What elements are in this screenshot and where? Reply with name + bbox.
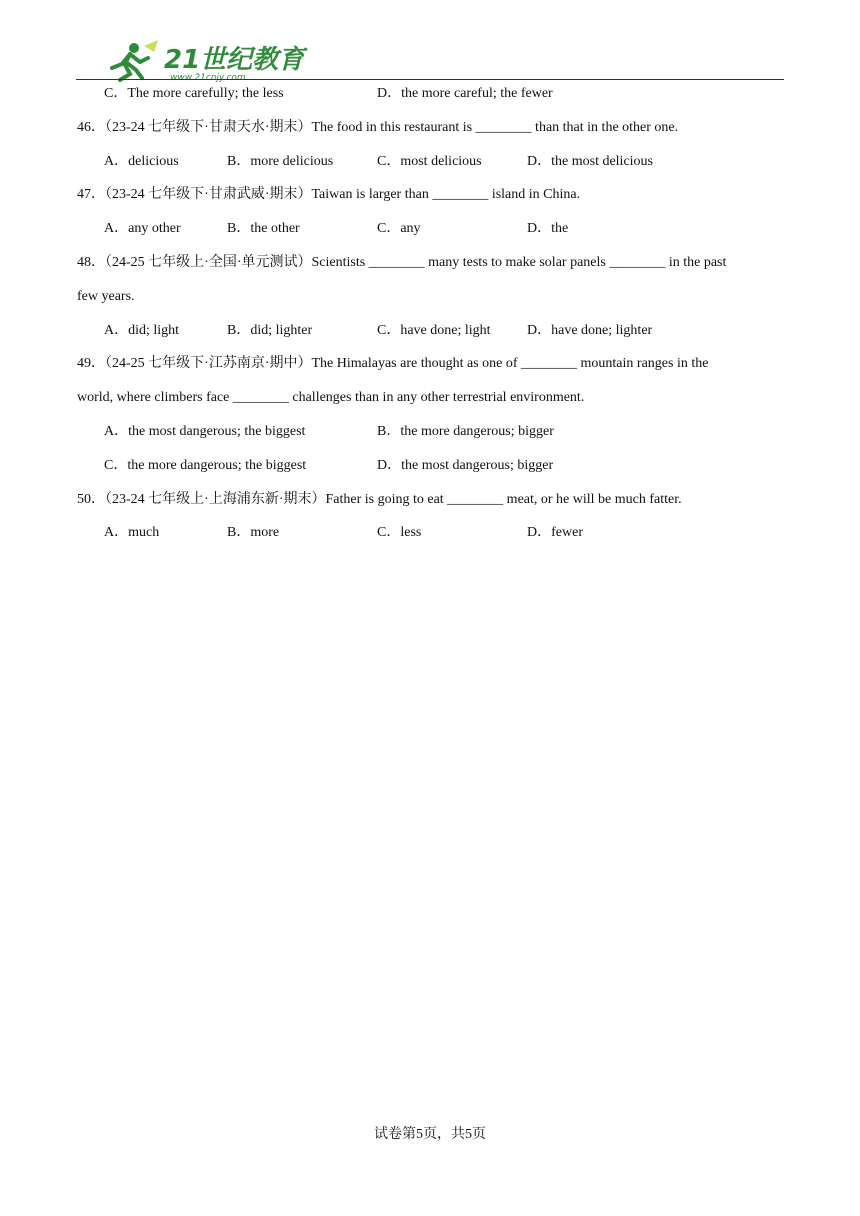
options-row — [104, 321, 804, 341]
answer-option — [104, 84, 284, 104]
option-text: the more dangerous; bigger — [400, 424, 554, 439]
option-text: have done; lighter — [551, 322, 653, 338]
option-letter: D． — [527, 153, 552, 169]
answer-option — [377, 219, 421, 239]
option-letter: B． — [377, 424, 401, 439]
option-text: have done; light — [400, 322, 491, 338]
option-text: any — [400, 221, 421, 237]
options-row — [104, 456, 804, 476]
option-letter: D． — [527, 221, 552, 237]
option-text: delicious — [128, 153, 179, 169]
logo-21cnjy — [100, 38, 340, 82]
option-letter: B． — [227, 221, 251, 237]
answer-option — [377, 422, 554, 442]
option-letter: C． — [104, 457, 128, 473]
answer-option — [104, 152, 179, 172]
runner-icon — [112, 40, 158, 80]
option-text: the most delicious — [551, 153, 654, 169]
question-text: 47．（23-24 七年级下·甘肃武威·期末）Taiwan is larger than ________ island in China. — [77, 187, 581, 203]
option-text: did; light — [128, 322, 180, 338]
answer-option — [227, 152, 333, 172]
option-letter: D． — [527, 525, 552, 541]
question-text: world, where climbers face ________ challenges than in any other terrestrial environment. — [77, 390, 585, 406]
answer-option — [377, 456, 553, 476]
option-text: did; lighter — [250, 322, 313, 338]
answer-option — [104, 321, 179, 341]
page-number: 试卷第5页，共5页 — [374, 1127, 486, 1142]
question-text: 46．（23-24 七年级下·甘肃天水·期末）The food in this restaurant is ________ than that in the other one. — [77, 119, 679, 135]
option-letter: A． — [104, 424, 129, 439]
option-letter: C． — [377, 525, 401, 541]
answer-option — [377, 84, 553, 104]
option-letter: A． — [104, 153, 129, 169]
option-letter: D． — [377, 86, 402, 101]
answer-option — [527, 219, 568, 239]
option-text: the more dangerous; the biggest — [127, 457, 307, 473]
option-letter: C． — [377, 322, 401, 338]
question-text: few years. — [77, 288, 135, 304]
option-text: The more carefully; the less — [127, 86, 284, 101]
question-text: 48．（24-25 七年级上·全国·单元测试）Scientists ________ many tests to make solar panels ________ in the past — [77, 255, 727, 270]
option-letter: C． — [377, 221, 401, 237]
option-letter: D． — [527, 322, 552, 338]
option-text: the other — [250, 221, 300, 237]
option-text: the most dangerous; bigger — [401, 457, 554, 473]
answer-option — [377, 321, 491, 341]
answer-option — [104, 456, 306, 476]
option-text: more — [250, 525, 280, 541]
answer-option — [527, 321, 652, 341]
option-letter: A． — [104, 221, 129, 237]
option-letter: C． — [104, 86, 128, 101]
option-text: the more careful; the fewer — [401, 86, 553, 101]
logo-url: www.21cnjy.com — [170, 73, 246, 82]
question-text: 49．（24-25 七年级下·江苏南京·期中）The Himalayas are thought as one of ________ mountain ranges in the — [77, 356, 709, 372]
question-text: 50．（23-24 七年级上·上海浦东新·期末）Father is going to eat ________ meat, or he will be much fatter. — [77, 491, 682, 507]
page-header — [76, 36, 784, 82]
option-text: fewer — [551, 525, 583, 541]
option-text: more delicious — [250, 153, 334, 169]
answer-option — [227, 523, 279, 543]
answer-option — [227, 321, 312, 341]
option-letter: A． — [104, 525, 129, 541]
options-row — [104, 422, 804, 442]
answer-option — [527, 152, 653, 172]
option-text: less — [400, 525, 422, 541]
options-row — [104, 84, 804, 104]
header-divider — [76, 79, 784, 80]
option-text: the most dangerous; the biggest — [128, 424, 306, 439]
option-letter: C． — [377, 153, 401, 169]
logo-title: 21世纪教育 — [164, 45, 305, 75]
answer-option — [104, 219, 181, 239]
options-row — [104, 219, 804, 239]
option-letter: A． — [104, 322, 129, 338]
option-letter: B． — [227, 525, 251, 541]
answer-option — [104, 422, 305, 442]
answer-option — [377, 152, 482, 172]
option-text: any other — [128, 221, 181, 237]
option-letter: D． — [377, 457, 402, 473]
options-row — [104, 523, 804, 543]
option-letter: B． — [227, 153, 251, 169]
option-text: much — [128, 525, 160, 541]
answer-option — [227, 219, 300, 239]
options-row — [104, 152, 804, 172]
option-text: most delicious — [400, 153, 482, 169]
answer-option — [377, 523, 421, 543]
answer-option — [104, 523, 159, 543]
option-text: the — [551, 221, 569, 237]
option-letter: B． — [227, 322, 251, 338]
answer-option — [527, 523, 583, 543]
